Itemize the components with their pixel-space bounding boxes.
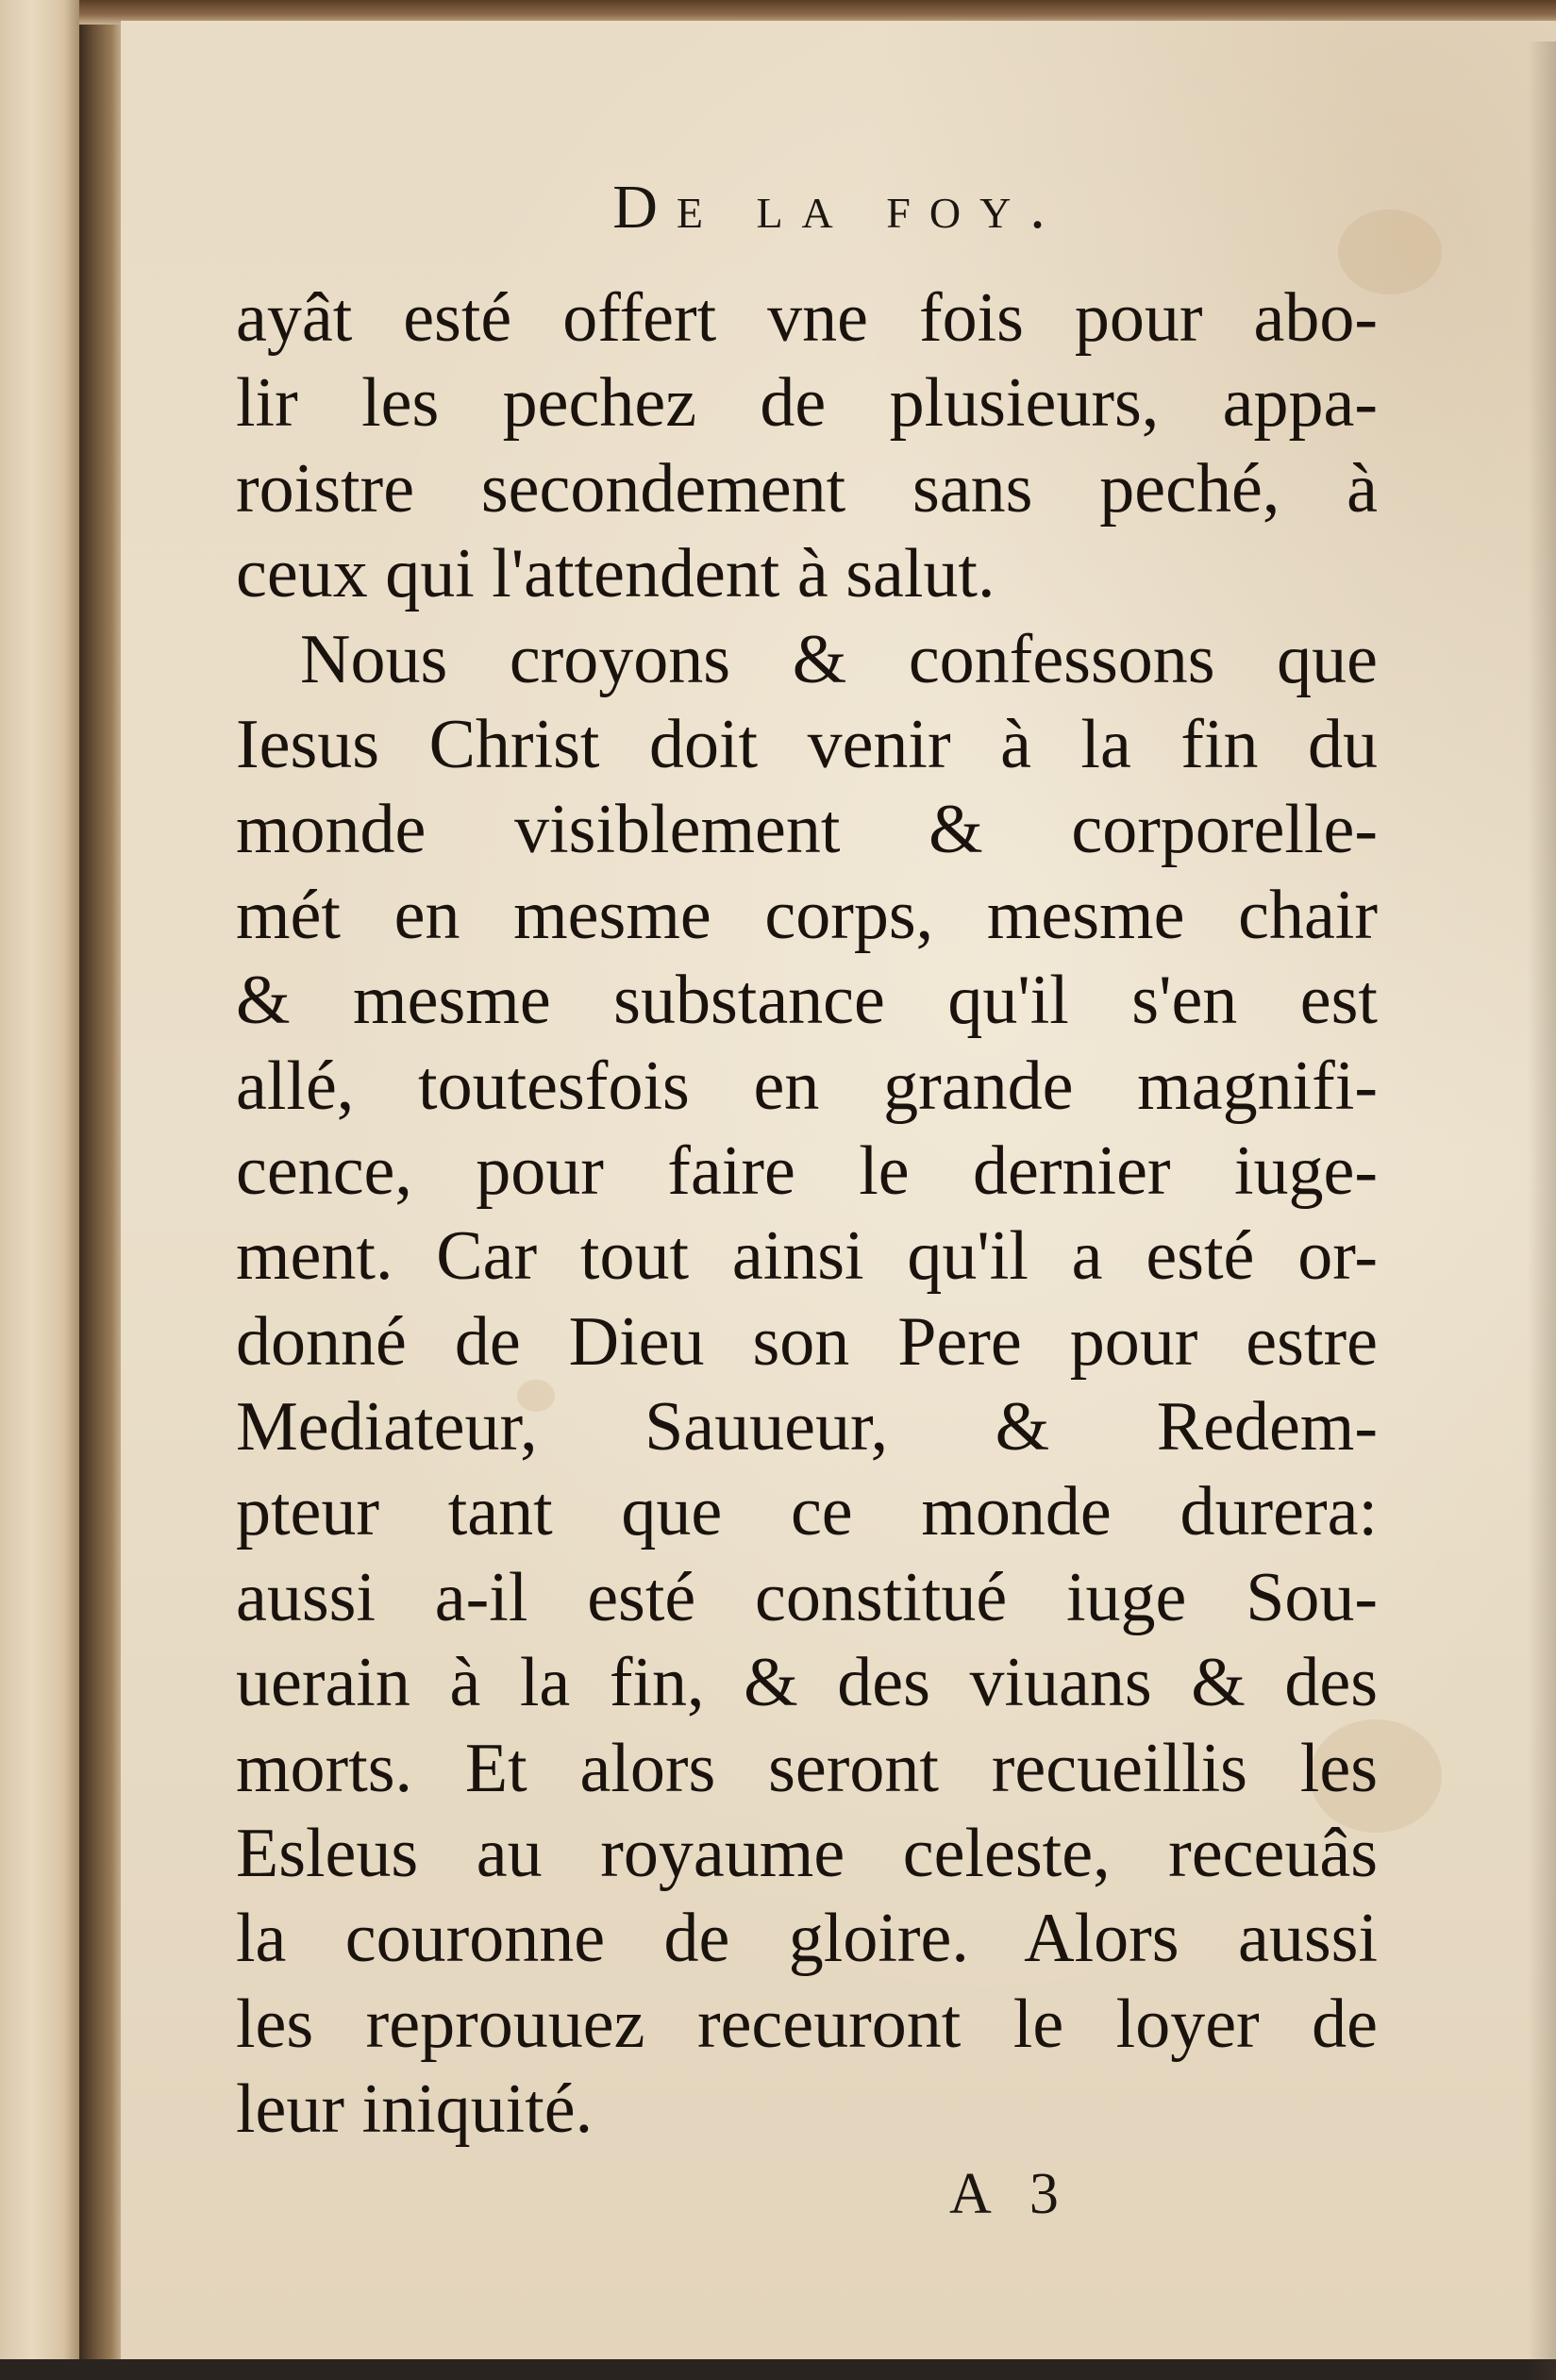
text-line: cence, pour faire le dernier iuge- [236,1131,1378,1210]
text-line: les reprouuez receuront le loyer de [236,1985,1378,2063]
book-gutter [79,0,123,2359]
text-line: pteur tant que ce monde durera: [236,1473,1378,1551]
text-line: donné de Dieu son Pere pour estre [236,1302,1378,1381]
text-line: Mediateur, Sauueur, & Redem- [236,1388,1378,1467]
signature-mark: A 3 [949,2162,1072,2226]
right-page [121,21,1556,2359]
left-page-edge [0,0,79,2359]
text-line: aussi a-il esté constitué iuge Sou- [236,1558,1378,1636]
page-edge-shadow [1528,42,1556,2380]
text-line: ment. Car tout ainsi qu'il a esté or- [236,1217,1378,1296]
text-line: leur iniquité. [236,2070,594,2149]
text-line: mét en mesme corps, mesme chair [236,876,1378,954]
text-line: roistre secondement sans peché, à [236,449,1378,528]
text-line: Esleus au royaume celeste, receuâs [236,1815,1378,1893]
text-line: Iesus Christ doit venir à la fin du [236,705,1378,783]
text-line: lir les pechez de plusieurs, appa- [236,364,1378,443]
text-line: uerain à la fin, & des viuans & des [236,1644,1378,1722]
text-line: morts. Et alors seront recueillis les [236,1729,1378,1807]
body-text [236,276,1378,2153]
text-line: Nous croyons & confessons que [300,620,1378,698]
text-line: la couronne de gloire. Alors aussi [236,1900,1378,1978]
text-line: monde visiblement & corporelle- [236,791,1378,869]
text-line: ayât esté offert vne fois pour abo- [236,279,1378,357]
text-line: allé, toutesfois en grande magnifi- [236,1047,1378,1125]
text-line: & mesme substance qu'il s'en est [236,962,1378,1040]
running-head: De la foy. [612,173,1064,242]
text-line: ceux qui l'attendent à salut. [236,535,996,613]
